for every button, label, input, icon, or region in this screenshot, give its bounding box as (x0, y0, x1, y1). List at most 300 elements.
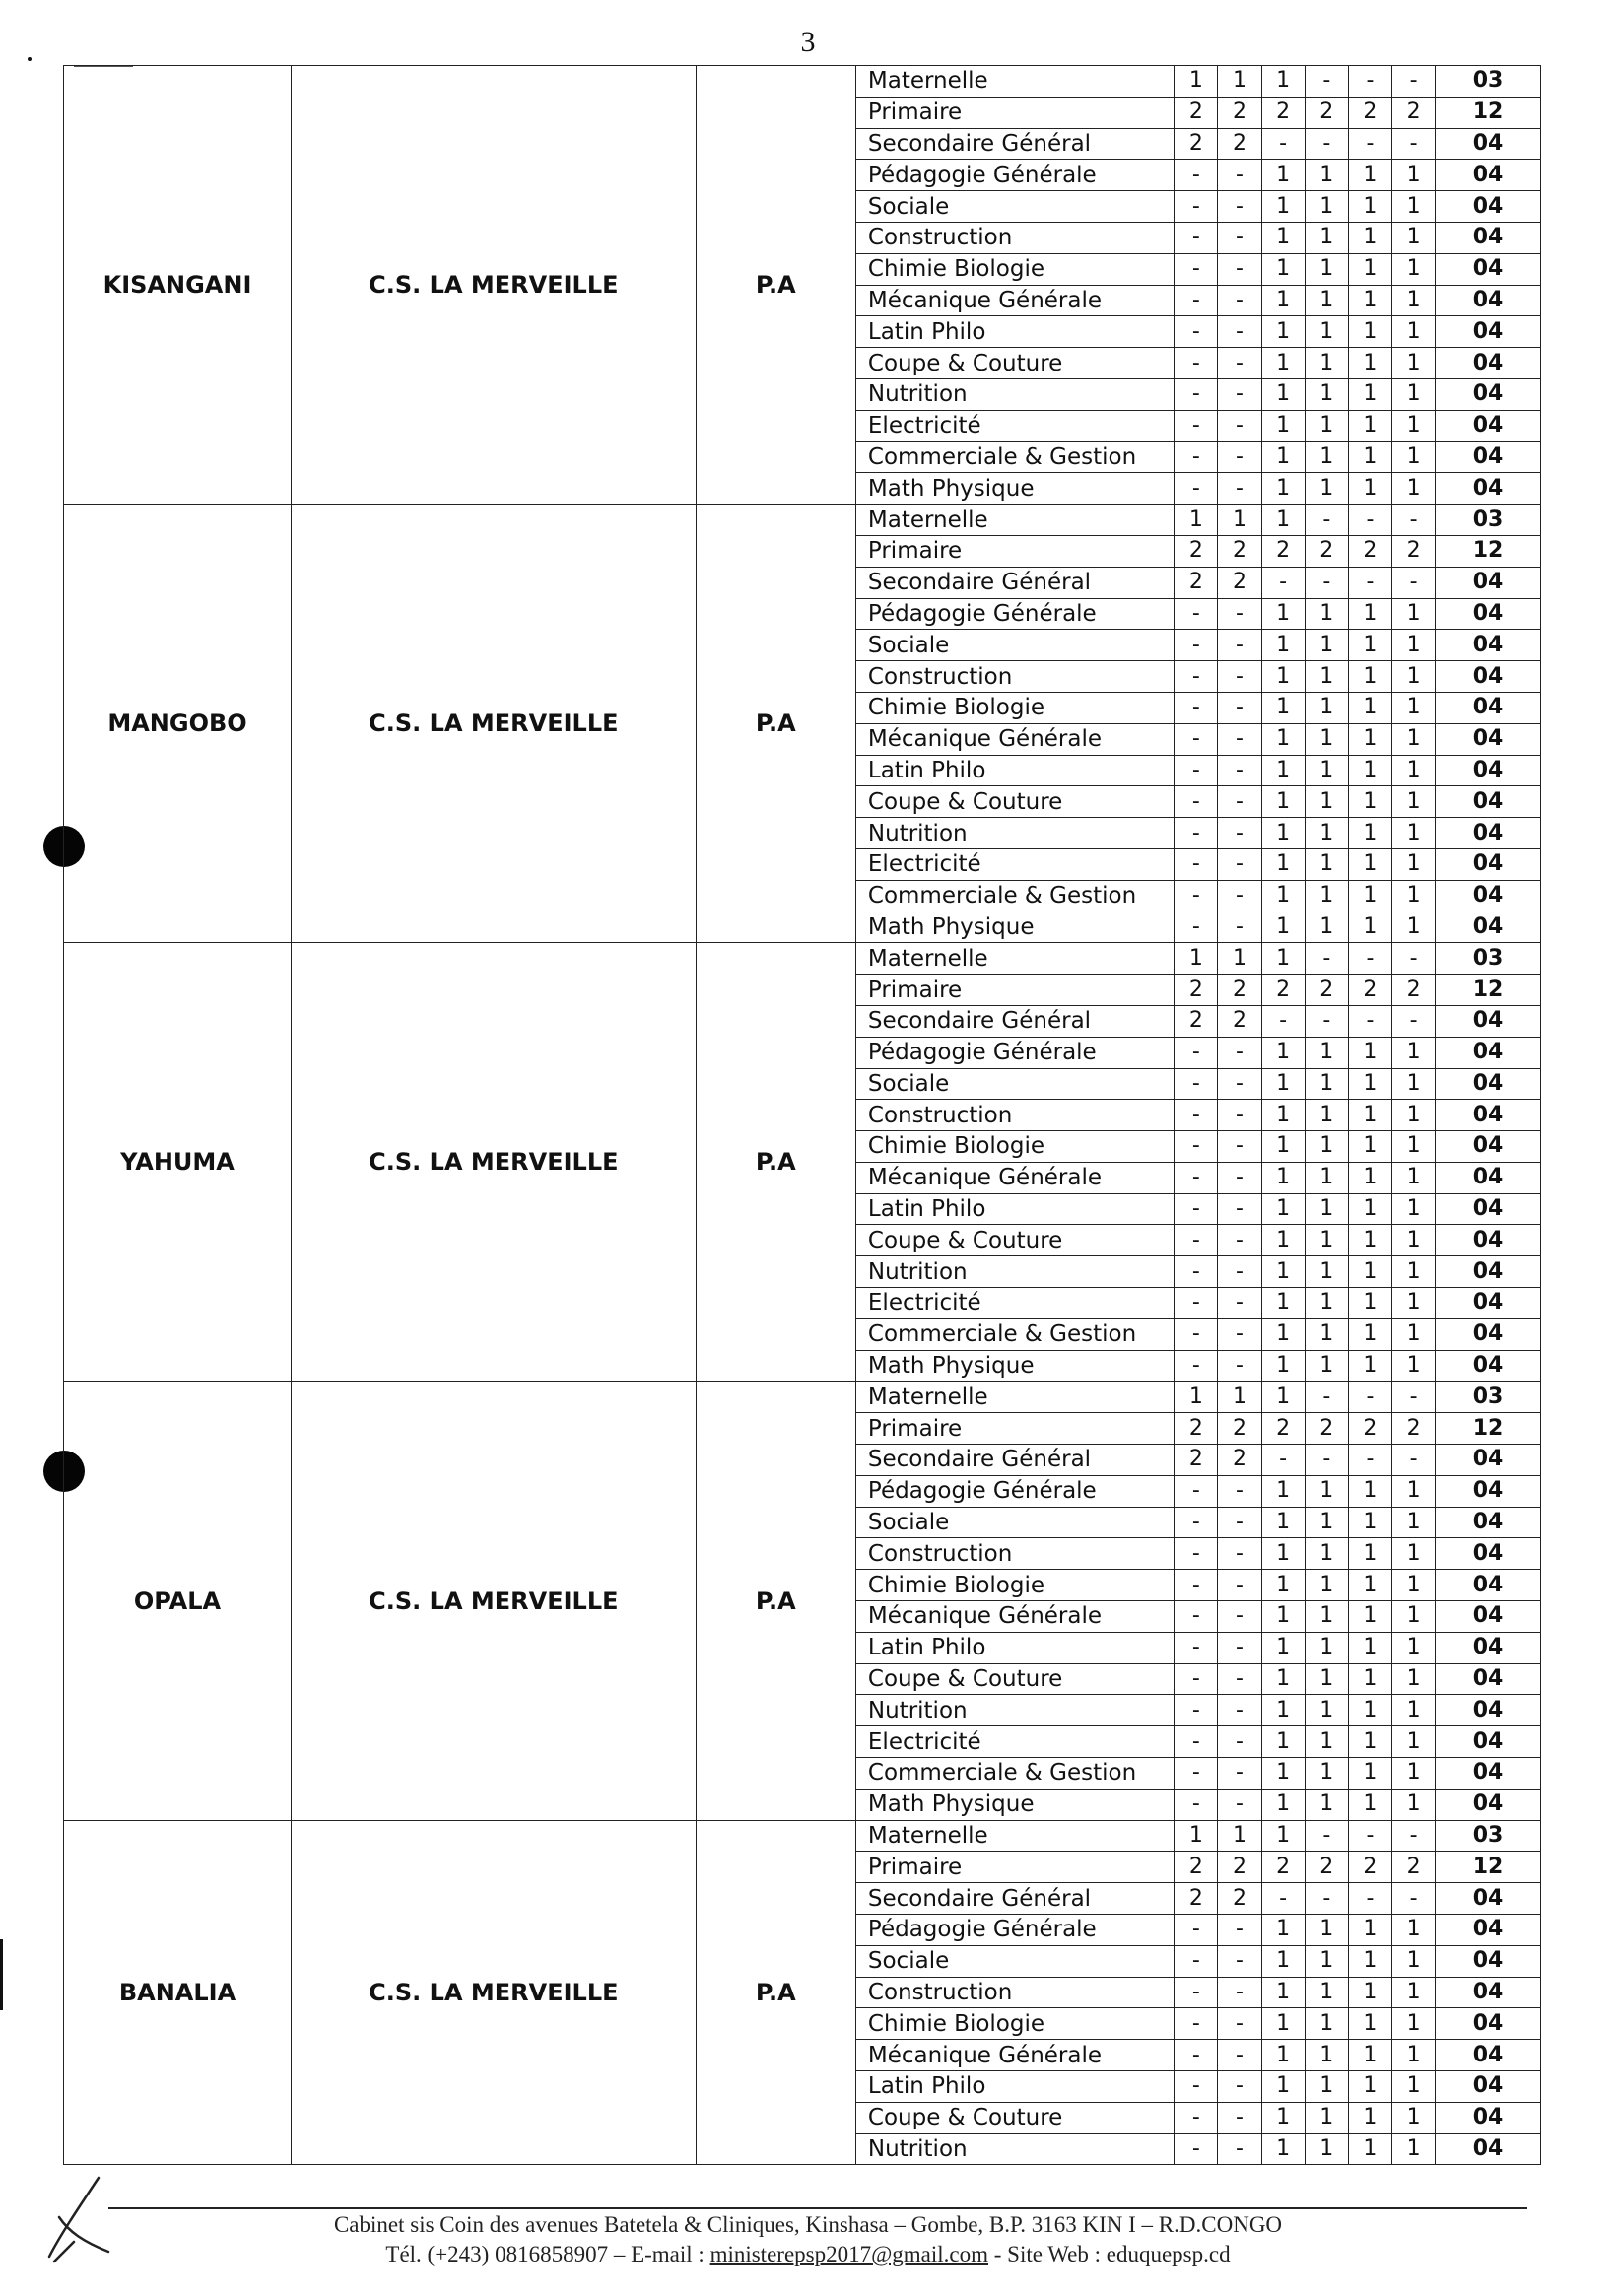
value-cell: 1 (1261, 1507, 1305, 1538)
footer-contact (0, 2242, 1616, 2267)
total-cell: 12 (1436, 97, 1541, 128)
value-cell: 1 (1392, 253, 1436, 285)
value-cell: 1 (1261, 1475, 1305, 1507)
value-cell: 1 (1392, 1758, 1436, 1790)
value-cell: 1 (1348, 2102, 1391, 2133)
allocation-table (63, 65, 1541, 2165)
value-cell: 1 (1392, 160, 1436, 191)
value-cell: - (1218, 1131, 1261, 1163)
value-cell: - (1218, 1225, 1261, 1256)
total-cell: 04 (1436, 2008, 1541, 2040)
value-cell: 2 (1218, 1852, 1261, 1883)
value-cell: 1 (1348, 1726, 1391, 1758)
value-cell: - (1218, 1068, 1261, 1100)
value-cell: 1 (1392, 1068, 1436, 1100)
value-cell: 2 (1175, 97, 1218, 128)
value-cell: 1 (1348, 1507, 1391, 1538)
table-row (64, 1382, 1541, 1413)
value-cell: 1 (1348, 441, 1391, 473)
value-cell: 1 (1218, 943, 1261, 975)
value-cell: 2 (1348, 1413, 1391, 1445)
value-cell: - (1218, 1162, 1261, 1193)
value-cell: 1 (1392, 1538, 1436, 1570)
value-cell: 1 (1261, 1382, 1305, 1413)
value-cell: - (1175, 1789, 1218, 1820)
value-cell: - (1218, 1193, 1261, 1225)
value-cell: 1 (1348, 786, 1391, 818)
value-cell: 1 (1305, 1475, 1348, 1507)
total-cell: 04 (1436, 441, 1541, 473)
value-cell: - (1175, 441, 1218, 473)
value-cell: 1 (1348, 1288, 1391, 1319)
section-cell: Chimie Biologie (855, 692, 1174, 723)
value-cell: 1 (1348, 723, 1391, 755)
value-cell: 1 (1392, 2071, 1436, 2103)
section-cell: Math Physique (855, 1789, 1174, 1820)
value-cell: - (1392, 1820, 1436, 1852)
section-cell: Electricité (855, 848, 1174, 880)
value-cell: 1 (1392, 1100, 1436, 1131)
value-cell: 1 (1305, 410, 1348, 441)
value-cell: 1 (1392, 692, 1436, 723)
section-cell: Pédagogie Générale (855, 1915, 1174, 1946)
value-cell: 1 (1392, 1162, 1436, 1193)
value-cell: 1 (1348, 1131, 1391, 1163)
value-cell: 1 (1261, 1758, 1305, 1790)
value-cell: 2 (1392, 535, 1436, 567)
value-cell: 1 (1392, 755, 1436, 786)
value-cell: - (1175, 1632, 1218, 1663)
section-cell: Mécanique Générale (855, 285, 1174, 316)
value-cell: 1 (1348, 378, 1391, 410)
footer-website-link[interactable]: eduquepsp.cd (1106, 2242, 1231, 2266)
value-cell: 1 (1348, 1475, 1391, 1507)
value-cell: 1 (1261, 222, 1305, 253)
value-cell: 2 (1392, 975, 1436, 1006)
type-cell: P.A (696, 66, 855, 505)
value-cell: - (1392, 128, 1436, 160)
value-cell: 1 (1348, 692, 1391, 723)
value-cell: 1 (1261, 943, 1305, 975)
total-cell: 03 (1436, 505, 1541, 536)
value-cell: 1 (1305, 755, 1348, 786)
total-cell: 04 (1436, 1632, 1541, 1663)
value-cell: 1 (1348, 1193, 1391, 1225)
value-cell: 1 (1305, 1977, 1348, 2008)
value-cell: 1 (1261, 1820, 1305, 1852)
total-cell: 03 (1436, 943, 1541, 975)
value-cell: 1 (1348, 1977, 1391, 2008)
section-cell: Sociale (855, 1507, 1174, 1538)
value-cell: 1 (1348, 661, 1391, 693)
type-cell: P.A (696, 943, 855, 1382)
value-cell: 1 (1348, 598, 1391, 630)
value-cell: 1 (1348, 1663, 1391, 1695)
value-cell: 2 (1175, 1005, 1218, 1037)
section-cell: Secondaire Général (855, 1005, 1174, 1037)
value-cell: - (1175, 1068, 1218, 1100)
value-cell: 1 (1348, 316, 1391, 348)
value-cell: 1 (1305, 191, 1348, 223)
value-cell: 2 (1218, 128, 1261, 160)
total-cell: 04 (1436, 2102, 1541, 2133)
value-cell: 1 (1392, 1663, 1436, 1695)
value-cell: 2 (1218, 1413, 1261, 1445)
value-cell: 1 (1305, 348, 1348, 379)
value-cell: - (1175, 1225, 1218, 1256)
value-cell: - (1175, 1945, 1218, 1977)
value-cell: 1 (1392, 1789, 1436, 1820)
value-cell: 1 (1175, 1382, 1218, 1413)
value-cell: 1 (1305, 1100, 1348, 1131)
value-cell: 1 (1261, 160, 1305, 191)
value-cell: - (1175, 2008, 1218, 2040)
value-cell: - (1175, 1507, 1218, 1538)
table-row (64, 1820, 1541, 1852)
value-cell: 1 (1348, 191, 1391, 223)
value-cell: 1 (1348, 160, 1391, 191)
value-cell: 1 (1392, 880, 1436, 912)
section-cell: Primaire (855, 1413, 1174, 1445)
value-cell: - (1175, 818, 1218, 849)
section-cell: Mécanique Générale (855, 723, 1174, 755)
value-cell: 2 (1348, 97, 1391, 128)
value-cell: 2 (1175, 128, 1218, 160)
value-cell: 2 (1218, 535, 1261, 567)
value-cell: 1 (1261, 1193, 1305, 1225)
total-cell: 04 (1436, 473, 1541, 505)
value-cell: 1 (1348, 253, 1391, 285)
value-cell: 1 (1392, 723, 1436, 755)
total-cell: 04 (1436, 316, 1541, 348)
value-cell: - (1175, 191, 1218, 223)
value-cell: 1 (1392, 1131, 1436, 1163)
total-cell: 04 (1436, 1507, 1541, 1538)
value-cell: 1 (1305, 723, 1348, 755)
value-cell: 1 (1261, 66, 1305, 98)
value-cell: 2 (1175, 975, 1218, 1006)
value-cell: - (1305, 1445, 1348, 1476)
section-cell: Secondaire Général (855, 567, 1174, 598)
total-cell: 04 (1436, 1005, 1541, 1037)
value-cell: 1 (1348, 2133, 1391, 2165)
value-cell: - (1218, 598, 1261, 630)
type-cell: P.A (696, 1820, 855, 2165)
school-cell: C.S. LA MERVEILLE (292, 66, 697, 505)
value-cell: 1 (1218, 505, 1261, 536)
value-cell: - (1175, 2102, 1218, 2133)
value-cell: 1 (1261, 348, 1305, 379)
value-cell: 1 (1261, 1350, 1305, 1382)
value-cell: 1 (1305, 880, 1348, 912)
value-cell: 1 (1261, 2133, 1305, 2165)
value-cell: - (1348, 1382, 1391, 1413)
value-cell: 1 (1305, 1350, 1348, 1382)
value-cell: - (1175, 1758, 1218, 1790)
value-cell: 1 (1348, 473, 1391, 505)
section-cell: Mécanique Générale (855, 1162, 1174, 1193)
value-cell: - (1175, 1037, 1218, 1068)
value-cell: 1 (1305, 1507, 1348, 1538)
total-cell: 04 (1436, 253, 1541, 285)
section-cell: Latin Philo (855, 2071, 1174, 2103)
value-cell: - (1305, 1382, 1348, 1413)
value-cell: - (1175, 410, 1218, 441)
value-cell: - (1218, 723, 1261, 755)
value-cell: 1 (1392, 1632, 1436, 1663)
value-cell: 1 (1305, 2102, 1348, 2133)
value-cell: 1 (1261, 1131, 1305, 1163)
value-cell: 1 (1261, 1726, 1305, 1758)
value-cell: 1 (1261, 191, 1305, 223)
value-cell: 1 (1348, 1758, 1391, 1790)
value-cell: - (1175, 2040, 1218, 2071)
value-cell: - (1218, 848, 1261, 880)
total-cell: 04 (1436, 1193, 1541, 1225)
value-cell: 1 (1261, 1037, 1305, 1068)
value-cell: - (1305, 1005, 1348, 1037)
value-cell: 1 (1392, 1601, 1436, 1633)
section-cell: Sociale (855, 191, 1174, 223)
section-cell: Sociale (855, 1945, 1174, 1977)
value-cell: - (1218, 1601, 1261, 1633)
type-cell: P.A (696, 1382, 855, 1820)
total-cell: 04 (1436, 1350, 1541, 1382)
value-cell: 1 (1261, 2040, 1305, 2071)
total-cell: 04 (1436, 285, 1541, 316)
total-cell: 12 (1436, 535, 1541, 567)
value-cell: 1 (1392, 473, 1436, 505)
total-cell: 04 (1436, 2071, 1541, 2103)
scan-mark (28, 57, 32, 61)
value-cell: - (1218, 755, 1261, 786)
value-cell: 1 (1305, 378, 1348, 410)
value-cell: 1 (1392, 1288, 1436, 1319)
section-cell: Secondaire Général (855, 1445, 1174, 1476)
value-cell: - (1261, 1883, 1305, 1915)
value-cell: - (1175, 1475, 1218, 1507)
value-cell: - (1175, 1601, 1218, 1633)
total-cell: 04 (1436, 1538, 1541, 1570)
value-cell: 1 (1261, 912, 1305, 943)
value-cell: - (1218, 1758, 1261, 1790)
value-cell: - (1218, 441, 1261, 473)
value-cell: 1 (1305, 1632, 1348, 1663)
value-cell: 1 (1175, 505, 1218, 536)
value-cell: - (1175, 473, 1218, 505)
value-cell: 1 (1392, 2040, 1436, 2071)
value-cell: 1 (1261, 880, 1305, 912)
value-cell: - (1175, 912, 1218, 943)
value-cell: - (1175, 2133, 1218, 2165)
section-cell: Construction (855, 222, 1174, 253)
section-cell: Latin Philo (855, 1193, 1174, 1225)
value-cell: 1 (1261, 1162, 1305, 1193)
value-cell: - (1218, 1475, 1261, 1507)
value-cell: - (1218, 692, 1261, 723)
value-cell: 1 (1261, 1100, 1305, 1131)
total-cell: 12 (1436, 975, 1541, 1006)
value-cell: 1 (1348, 1601, 1391, 1633)
value-cell: 1 (1305, 1288, 1348, 1319)
total-cell: 04 (1436, 1037, 1541, 1068)
footer-email-link[interactable]: ministerepsp2017@gmail.com (709, 2242, 989, 2266)
value-cell: 1 (1392, 1695, 1436, 1726)
total-cell: 04 (1436, 1225, 1541, 1256)
value-cell: - (1218, 880, 1261, 912)
value-cell: 1 (1305, 2071, 1348, 2103)
value-cell: - (1175, 786, 1218, 818)
value-cell: 1 (1305, 912, 1348, 943)
value-cell: - (1175, 1695, 1218, 1726)
value-cell: - (1348, 1883, 1391, 1915)
value-cell: 1 (1348, 818, 1391, 849)
value-cell: 1 (1348, 2008, 1391, 2040)
value-cell: 1 (1305, 1538, 1348, 1570)
value-cell: - (1218, 1256, 1261, 1288)
value-cell: 2 (1305, 1413, 1348, 1445)
value-cell: - (1392, 567, 1436, 598)
value-cell: - (1218, 1100, 1261, 1131)
value-cell: - (1175, 1538, 1218, 1570)
total-cell: 12 (1436, 1413, 1541, 1445)
value-cell: - (1218, 2102, 1261, 2133)
value-cell: - (1218, 285, 1261, 316)
value-cell: 1 (1348, 222, 1391, 253)
section-cell: Coupe & Couture (855, 1663, 1174, 1695)
value-cell: - (1218, 1663, 1261, 1695)
table-row (64, 943, 1541, 975)
value-cell: 1 (1261, 755, 1305, 786)
value-cell: - (1348, 567, 1391, 598)
value-cell: - (1218, 786, 1261, 818)
value-cell: - (1175, 1915, 1218, 1946)
value-cell: - (1218, 630, 1261, 661)
value-cell: 1 (1392, 316, 1436, 348)
section-cell: Pédagogie Générale (855, 1037, 1174, 1068)
value-cell: 1 (1348, 1789, 1391, 1820)
section-cell: Electricité (855, 1288, 1174, 1319)
value-cell: - (1175, 1977, 1218, 2008)
value-cell: - (1175, 316, 1218, 348)
total-cell: 04 (1436, 1977, 1541, 2008)
value-cell: 2 (1305, 97, 1348, 128)
total-cell: 04 (1436, 191, 1541, 223)
value-cell: 1 (1261, 1695, 1305, 1726)
value-cell: 1 (1305, 1945, 1348, 1977)
value-cell: 1 (1305, 1256, 1348, 1288)
value-cell: 1 (1261, 692, 1305, 723)
value-cell: 2 (1218, 97, 1261, 128)
section-cell: Sociale (855, 630, 1174, 661)
value-cell: 1 (1348, 1632, 1391, 1663)
value-cell: - (1218, 1789, 1261, 1820)
value-cell: 2 (1261, 975, 1305, 1006)
value-cell: 1 (1392, 378, 1436, 410)
value-cell: - (1218, 2040, 1261, 2071)
section-cell: Electricité (855, 1726, 1174, 1758)
value-cell: 1 (1261, 1789, 1305, 1820)
total-cell: 04 (1436, 128, 1541, 160)
locality-cell: KISANGANI (64, 66, 292, 505)
total-cell: 04 (1436, 1789, 1541, 1820)
total-cell: 04 (1436, 1162, 1541, 1193)
total-cell: 04 (1436, 1445, 1541, 1476)
value-cell: 2 (1261, 97, 1305, 128)
total-cell: 04 (1436, 378, 1541, 410)
value-cell: 1 (1392, 1915, 1436, 1946)
value-cell: 1 (1261, 410, 1305, 441)
total-cell: 04 (1436, 1475, 1541, 1507)
value-cell: - (1218, 2071, 1261, 2103)
value-cell: 1 (1305, 160, 1348, 191)
section-cell: Secondaire Général (855, 128, 1174, 160)
value-cell: 1 (1261, 1225, 1305, 1256)
total-cell: 04 (1436, 1915, 1541, 1946)
section-cell: Electricité (855, 410, 1174, 441)
section-cell: Commerciale & Gestion (855, 1318, 1174, 1350)
value-cell: 1 (1305, 1131, 1348, 1163)
value-cell: 1 (1305, 1915, 1348, 1946)
value-cell: 1 (1348, 1225, 1391, 1256)
section-cell: Sociale (855, 1068, 1174, 1100)
value-cell: 1 (1261, 1068, 1305, 1100)
section-cell: Nutrition (855, 818, 1174, 849)
value-cell: - (1175, 630, 1218, 661)
section-cell: Coupe & Couture (855, 2102, 1174, 2133)
value-cell: 1 (1261, 1663, 1305, 1695)
value-cell: 1 (1392, 441, 1436, 473)
value-cell: 1 (1305, 473, 1348, 505)
value-cell: - (1218, 1037, 1261, 1068)
value-cell: 2 (1175, 1852, 1218, 1883)
value-cell: 1 (1392, 348, 1436, 379)
value-cell: 1 (1392, 1475, 1436, 1507)
total-cell: 04 (1436, 661, 1541, 693)
value-cell: 2 (1218, 1883, 1261, 1915)
value-cell: 1 (1305, 818, 1348, 849)
value-cell: - (1218, 1977, 1261, 2008)
value-cell: - (1218, 191, 1261, 223)
total-cell: 04 (1436, 1758, 1541, 1790)
value-cell: 1 (1261, 818, 1305, 849)
value-cell: 1 (1261, 661, 1305, 693)
value-cell: - (1175, 222, 1218, 253)
value-cell: - (1175, 755, 1218, 786)
section-cell: Pédagogie Générale (855, 598, 1174, 630)
value-cell: 1 (1261, 1945, 1305, 1977)
value-cell: - (1175, 253, 1218, 285)
section-cell: Latin Philo (855, 1632, 1174, 1663)
value-cell: - (1175, 692, 1218, 723)
school-cell: C.S. LA MERVEILLE (292, 943, 697, 1382)
total-cell: 04 (1436, 692, 1541, 723)
value-cell: 1 (1392, 2133, 1436, 2165)
value-cell: 1 (1305, 1726, 1348, 1758)
value-cell: - (1218, 2008, 1261, 2040)
value-cell: - (1392, 1883, 1436, 1915)
value-cell: 1 (1392, 1256, 1436, 1288)
section-cell: Primaire (855, 1852, 1174, 1883)
section-cell: Coupe & Couture (855, 786, 1174, 818)
value-cell: 1 (1261, 1256, 1305, 1288)
section-cell: Latin Philo (855, 316, 1174, 348)
total-cell: 03 (1436, 1382, 1541, 1413)
value-cell: - (1218, 410, 1261, 441)
value-cell: - (1175, 1570, 1218, 1601)
table-row (64, 66, 1541, 98)
value-cell: 1 (1392, 1507, 1436, 1538)
